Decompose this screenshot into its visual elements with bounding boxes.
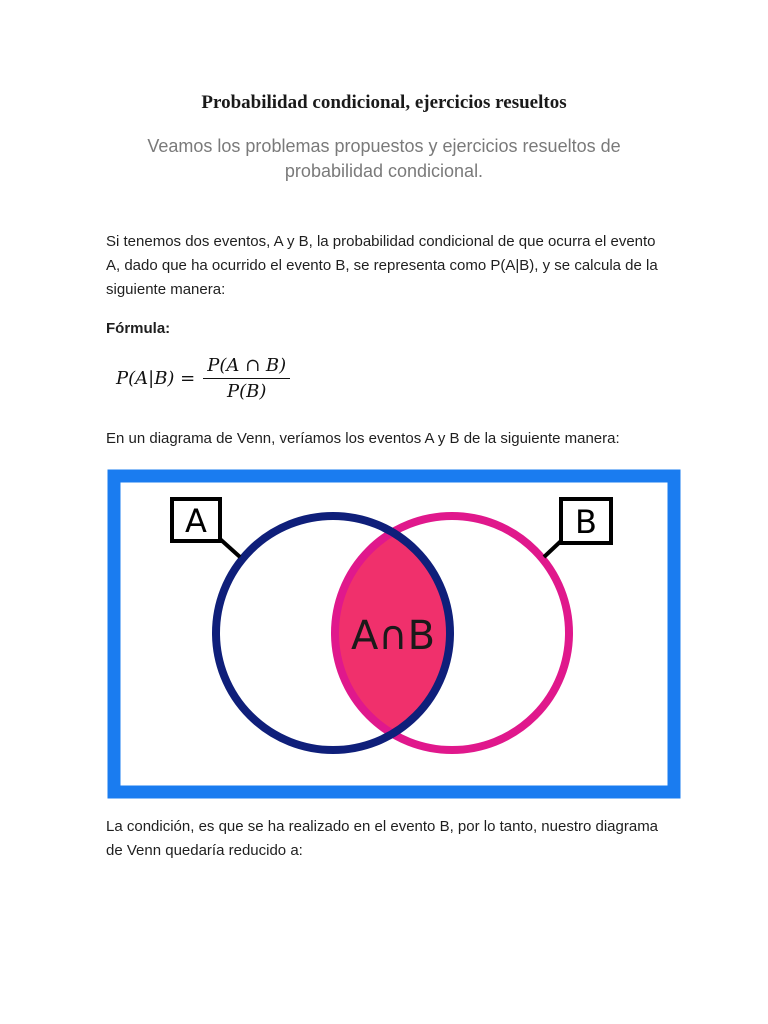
formula-fraction — [203, 355, 290, 402]
conditional-probability-formula — [116, 350, 290, 406]
formula-lhs: P(A|B) = — [116, 367, 196, 389]
document-title: Probabilidad condicional, ejercicios resueltos — [201, 92, 567, 113]
document-subtitle: Veamos los problemas propuestos y ejercicios resueltos de probabilidad condicional. — [147, 136, 621, 181]
conclusion-paragraph: La condición, es que se ha realizado en el evento B, por lo tanto, nuestro diagrama de Venn quedaría reducido a: — [106, 818, 659, 859]
label-b: B — [575, 503, 597, 541]
intro-paragraph: Si tenemos dos eventos, A y B, la probabilidad condicional de que ocurra el evento A, dado que ha ocurrido el evento B, se representa como P(A|B), y se calcula de la siguiente manera: — [106, 233, 658, 298]
label-a: A — [185, 502, 207, 540]
formula-numerator: P(A ∩ B) — [203, 355, 290, 379]
venn-diagram — [107, 469, 681, 799]
label-intersection: A∩B — [350, 613, 436, 659]
formula-denominator: P(B) — [227, 380, 267, 402]
formula-label: Fórmula: — [106, 320, 171, 337]
venn-intro-paragraph: En un diagrama de Venn, veríamos los eventos A y B de la siguiente manera: — [106, 430, 620, 447]
